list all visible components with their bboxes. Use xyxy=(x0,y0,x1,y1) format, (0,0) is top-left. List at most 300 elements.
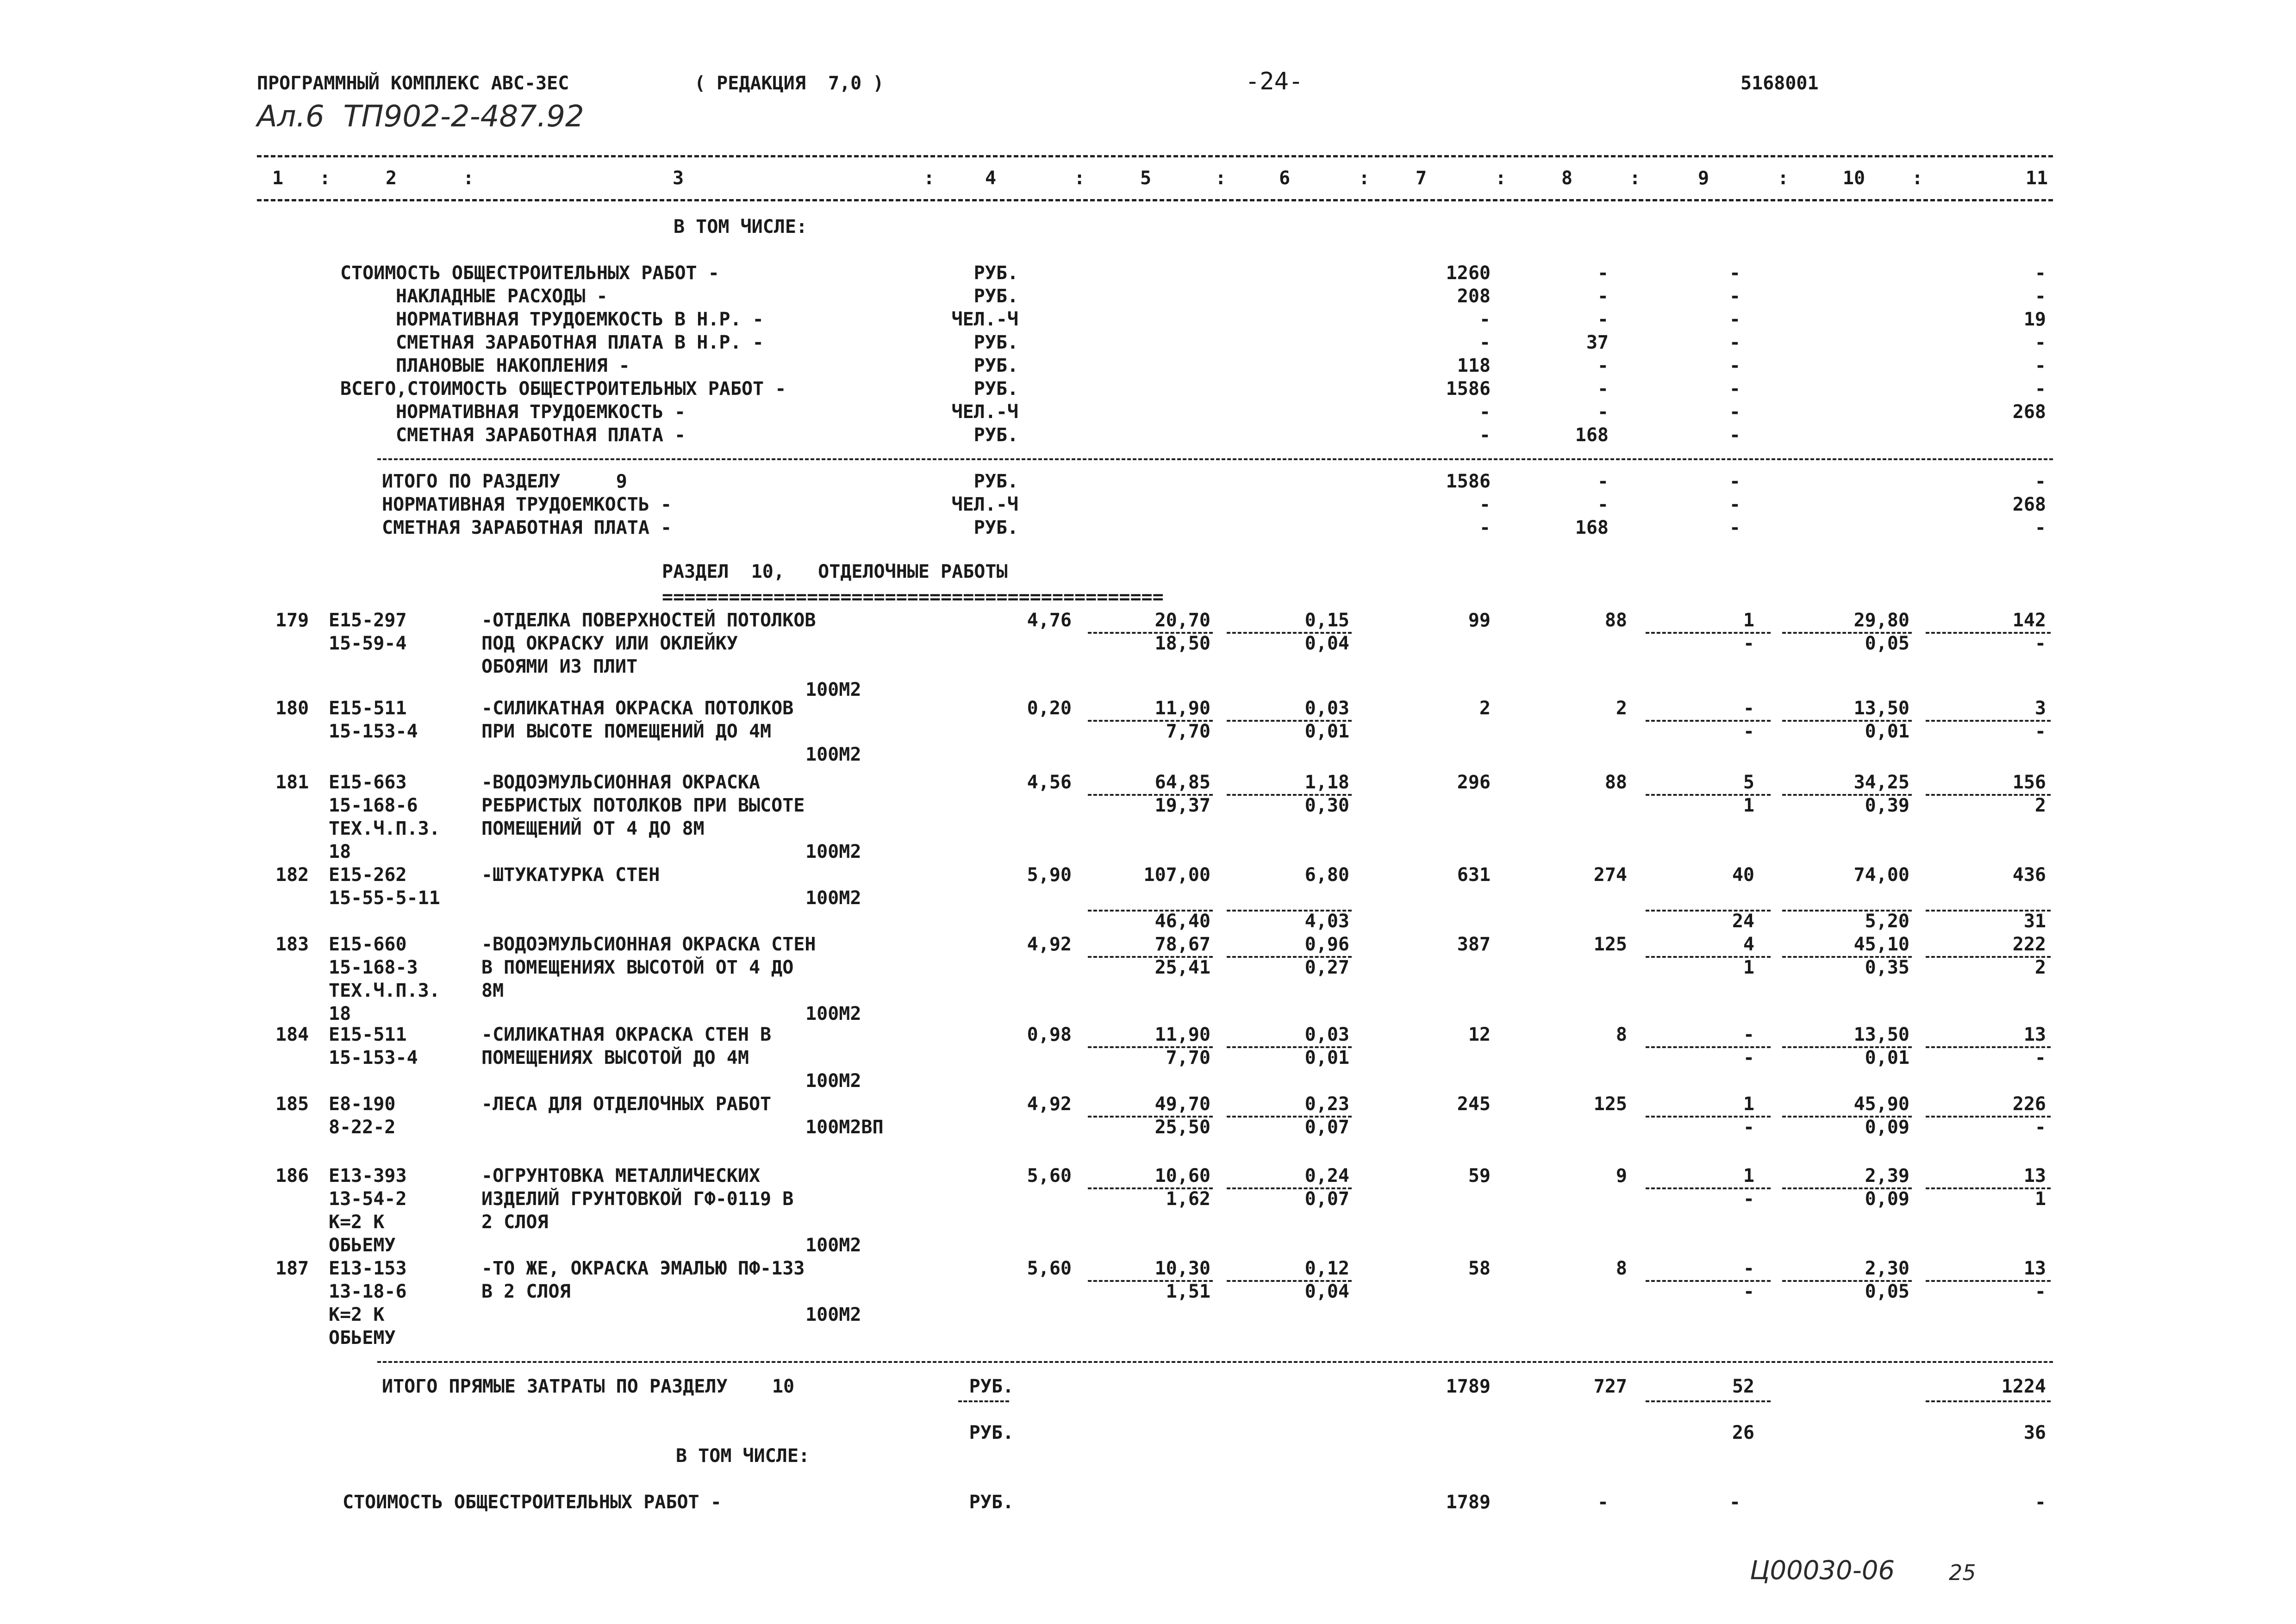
summary-col7: 208 xyxy=(1457,286,1491,307)
total-subrule xyxy=(1926,1400,2051,1402)
item-col9-sub: - xyxy=(1743,1188,1754,1210)
item-wages: 274 xyxy=(1593,864,1627,886)
column-separator: : xyxy=(1912,168,1923,189)
item-machine-cost: 0,96 xyxy=(1304,934,1349,955)
item-wage-unit-cost: 7,70 xyxy=(1166,721,1210,742)
item-quantity: 5,90 xyxy=(1027,864,1072,886)
item-code: 18 xyxy=(329,841,351,862)
item-number: 180 xyxy=(275,698,309,719)
item-col11: 142 xyxy=(2012,610,2046,631)
item-number: 183 xyxy=(275,934,309,955)
item-code: Е15-660 xyxy=(329,934,407,955)
summary-unit: РУБ. xyxy=(973,332,1018,353)
summary-label: СМЕТНАЯ ЗАРАБОТНАЯ ПЛАТА - xyxy=(396,425,686,446)
item-col9: - xyxy=(1743,698,1754,719)
item-code: 13-18-6 xyxy=(329,1281,407,1302)
item-total-cost: 12 xyxy=(1468,1024,1491,1045)
column-number: 7 xyxy=(1415,168,1427,189)
item-wage-machine: 0,27 xyxy=(1304,957,1349,978)
item-col10: 45,90 xyxy=(1853,1093,1909,1115)
item-wage-machine: 0,07 xyxy=(1304,1117,1349,1138)
section-10-total-col8: 727 xyxy=(1593,1376,1627,1397)
item-col11: 156 xyxy=(2012,772,2046,793)
item-col11: 13 xyxy=(2023,1165,2046,1187)
section-9-total-label: СМЕТНАЯ ЗАРАБОТНАЯ ПЛАТА - xyxy=(382,517,672,538)
total-subrule xyxy=(1646,1400,1771,1402)
item-col9-sub: - xyxy=(1743,1047,1754,1068)
item-wages: 9 xyxy=(1616,1165,1627,1187)
section-9-subtitle: В ТОМ ЧИСЛЕ: xyxy=(674,216,807,237)
item-machine-cost: 0,03 xyxy=(1304,1024,1349,1045)
item-code: Е8-190 xyxy=(329,1093,396,1115)
summary-unit: ЧЕЛ.-Ч xyxy=(951,309,1018,330)
item-subrule xyxy=(1926,1046,2051,1048)
section-10-incl-label: СТОИМОСТЬ ОБЩЕСТРОИТЕЛЬНЫХ РАБОТ - xyxy=(343,1492,722,1513)
summary-label: НОРМАТИВНАЯ ТРУДОЕМКОСТЬ В Н.Р. - xyxy=(396,309,764,330)
item-subrule xyxy=(1926,1280,2051,1282)
item-wage-machine: 0,30 xyxy=(1304,795,1349,816)
column-separator: : xyxy=(463,168,474,189)
item-col11: 13 xyxy=(2023,1258,2046,1279)
item-col9: 1 xyxy=(1743,610,1754,631)
item-description: -СИЛИКАТНАЯ ОКРАСКА СТЕН В xyxy=(481,1024,772,1045)
section-9-total-col11: - xyxy=(2034,471,2046,492)
item-quantity: 4,76 xyxy=(1027,610,1072,631)
summary-col11: - xyxy=(2034,262,2046,284)
section-10-total-unit: РУБ. xyxy=(969,1376,1014,1397)
section-9-total-label: НОРМАТИВНАЯ ТРУДОЕМКОСТЬ - xyxy=(382,494,672,515)
item-col10-sub: 0,09 xyxy=(1865,1117,1909,1138)
column-separator: : xyxy=(1359,168,1370,189)
section-9-total-unit: РУБ. xyxy=(973,471,1018,492)
item-code: 15-59-4 xyxy=(329,633,407,654)
item-total-cost: 387 xyxy=(1457,934,1491,955)
section-10-incl-col11: - xyxy=(2034,1492,2046,1513)
item-code: 15-168-3 xyxy=(329,957,418,978)
summary-unit: ЧЕЛ.-Ч xyxy=(951,401,1018,423)
item-machine-cost: 1,18 xyxy=(1304,772,1349,793)
item-unit: 100М2 xyxy=(805,1235,861,1256)
item-col10: 34,25 xyxy=(1853,772,1909,793)
item-code: Е15-511 xyxy=(329,698,407,719)
item-col11-sub: - xyxy=(2034,721,2046,742)
item-unit-cost: 11,90 xyxy=(1154,698,1210,719)
item-code: ТЕХ.Ч.П.3. xyxy=(329,980,440,1001)
column-number: 2 xyxy=(385,168,397,189)
section-9-total-col8: - xyxy=(1597,494,1609,515)
section-10-incl-col9: - xyxy=(1729,1492,1741,1513)
column-separator: : xyxy=(319,168,331,189)
section-9-total-unit: ЧЕЛ.-Ч xyxy=(951,494,1018,515)
item-code: Е13-393 xyxy=(329,1165,407,1187)
summary-col7: 118 xyxy=(1457,355,1491,376)
summary-unit: РУБ. xyxy=(973,262,1018,284)
item-code: 15-153-4 xyxy=(329,721,418,742)
item-total-cost: 296 xyxy=(1457,772,1491,793)
item-description: 2 СЛОЯ xyxy=(481,1212,549,1233)
item-wage-machine: 0,07 xyxy=(1304,1188,1349,1210)
section-9-total-unit: РУБ. xyxy=(973,517,1018,538)
item-quantity: 0,20 xyxy=(1027,698,1072,719)
item-description: ПРИ ВЫСОТЕ ПОМЕЩЕНИЙ ДО 4М xyxy=(481,721,772,742)
section-10-incl-unit: РУБ. xyxy=(969,1492,1014,1513)
column-separator: : xyxy=(1215,168,1227,189)
item-col11-sub: 31 xyxy=(2023,911,2046,932)
item-col10: 29,80 xyxy=(1853,610,1909,631)
item-col10: 2,39 xyxy=(1865,1165,1909,1187)
summary-col9: - xyxy=(1729,401,1741,423)
summary-col7: - xyxy=(1479,425,1491,446)
item-description: ПОД ОКРАСКУ ИЛИ ОКЛЕЙКУ xyxy=(481,633,738,654)
summary-label: НОРМАТИВНАЯ ТРУДОЕМКОСТЬ - xyxy=(396,401,686,423)
column-separator: : xyxy=(1778,168,1789,189)
footer-stamp: Ц00030-06 xyxy=(1750,1555,1895,1586)
header-rule-top xyxy=(257,155,2053,157)
item-description: РЕБРИСТЫХ ПОТОЛКОВ ПРИ ВЫСОТЕ xyxy=(481,795,805,816)
item-col9-sub: - xyxy=(1743,633,1754,654)
item-col11: 13 xyxy=(2023,1024,2046,1045)
item-col10-sub: 0,05 xyxy=(1865,633,1909,654)
summary-col11: - xyxy=(2034,286,2046,307)
item-code: Е15-262 xyxy=(329,864,407,886)
column-number: 1 xyxy=(272,168,284,189)
summary-col11: - xyxy=(2034,332,2046,353)
summary-col9: - xyxy=(1729,425,1741,446)
section-9-total-label: ИТОГО ПО РАЗДЕЛУ 9 xyxy=(382,471,627,492)
item-code: ОБЬЕМУ xyxy=(329,1327,396,1349)
item-total-cost: 631 xyxy=(1457,864,1491,886)
item-col11-sub: - xyxy=(2034,1117,2046,1138)
section-9-total-col7: - xyxy=(1479,494,1491,515)
summary-unit: РУБ. xyxy=(973,355,1018,376)
item-col10: 74,00 xyxy=(1853,864,1909,886)
summary-unit: РУБ. xyxy=(973,286,1018,307)
section-10-incl-col7: 1789 xyxy=(1446,1492,1491,1513)
summary-col8: - xyxy=(1597,286,1609,307)
item-col9: 1 xyxy=(1743,1093,1754,1115)
section-10-total-col9-sub: 26 xyxy=(1732,1422,1754,1443)
item-machine-cost: 0,12 xyxy=(1304,1258,1349,1279)
summary-col8: - xyxy=(1597,401,1609,423)
item-subrule xyxy=(1926,632,2051,634)
item-machine-cost: 0,24 xyxy=(1304,1165,1349,1187)
item-code: К=2 К xyxy=(329,1212,385,1233)
summary-col11: 268 xyxy=(2012,401,2046,423)
item-unit-cost: 20,70 xyxy=(1154,610,1210,631)
summary-col8: - xyxy=(1597,378,1609,400)
item-code: Е15-511 xyxy=(329,1024,407,1045)
section-9-total-col8: - xyxy=(1597,471,1609,492)
summary-col8: - xyxy=(1597,262,1609,284)
item-col9-sub: 1 xyxy=(1743,795,1754,816)
page-number: -24- xyxy=(1245,68,1304,95)
summary-col8: 37 xyxy=(1586,332,1609,353)
summary-col9: - xyxy=(1729,332,1741,353)
item-wage-unit-cost: 18,50 xyxy=(1154,633,1210,654)
item-unit-cost: 10,60 xyxy=(1154,1165,1210,1187)
item-number: 185 xyxy=(275,1093,309,1115)
item-subrule xyxy=(1926,1187,2051,1189)
section-10-underline: ============================================= xyxy=(662,587,1164,608)
item-col10-sub: 0,39 xyxy=(1865,795,1909,816)
item-description: -ОГРУНТОВКА МЕТАЛЛИЧЕСКИХ xyxy=(481,1165,761,1187)
item-code: 18 xyxy=(329,1003,351,1024)
item-code: 13-54-2 xyxy=(329,1188,407,1210)
item-machine-cost: 0,15 xyxy=(1304,610,1349,631)
item-col11-sub: - xyxy=(2034,1047,2046,1068)
item-wage-unit-cost: 7,70 xyxy=(1166,1047,1210,1068)
section-10-incl-col8: - xyxy=(1597,1492,1609,1513)
column-number: 3 xyxy=(672,168,684,189)
item-unit: 100М2ВП xyxy=(805,1117,884,1138)
header-rule-bottom xyxy=(257,199,2053,201)
handwritten-reference: Ал.6 ТП902-2-487.92 xyxy=(257,100,584,134)
section-10-total-unit-2: РУБ. xyxy=(969,1422,1014,1443)
column-number: 8 xyxy=(1561,168,1573,189)
item-unit-cost: 10,30 xyxy=(1154,1258,1210,1279)
item-subrule xyxy=(1926,1116,2051,1118)
section-10-total-rule xyxy=(377,1361,2053,1363)
item-col11-sub: 2 xyxy=(2034,957,2046,978)
column-number: 9 xyxy=(1697,168,1710,189)
item-wage-unit-cost: 25,50 xyxy=(1154,1117,1210,1138)
item-col10: 2,30 xyxy=(1865,1258,1909,1279)
column-separator: : xyxy=(1629,168,1641,189)
item-total-cost: 58 xyxy=(1468,1258,1491,1279)
item-unit: 100М2 xyxy=(805,841,861,862)
summary-label: ПЛАНОВЫЕ НАКОПЛЕНИЯ - xyxy=(396,355,630,376)
item-code: ОБЬЕМУ xyxy=(329,1235,396,1256)
item-quantity: 4,92 xyxy=(1027,934,1072,955)
column-number: 4 xyxy=(985,168,997,189)
item-description: -СИЛИКАТНАЯ ОКРАСКА ПОТОЛКОВ xyxy=(481,698,794,719)
item-number: 184 xyxy=(275,1024,309,1045)
item-description: -ОТДЕЛКА ПОВЕРХНОСТЕЙ ПОТОЛКОВ xyxy=(481,610,816,631)
item-wages: 8 xyxy=(1616,1258,1627,1279)
item-total-cost: 245 xyxy=(1457,1093,1491,1115)
item-subrule xyxy=(1926,956,2051,958)
summary-col8: 168 xyxy=(1575,425,1609,446)
program-title: ПРОГРАММНЫЙ КОМПЛЕКС АВС-3ЕС xyxy=(257,73,569,94)
item-unit: 100М2 xyxy=(805,679,861,700)
section-9-total-col11: - xyxy=(2034,517,2046,538)
summary-col9: - xyxy=(1729,309,1741,330)
item-col10-sub: 0,01 xyxy=(1865,721,1909,742)
item-col10-sub: 0,05 xyxy=(1865,1281,1909,1302)
item-col10-sub: 5,20 xyxy=(1865,911,1909,932)
item-code: 8-22-2 xyxy=(329,1117,396,1138)
item-col10: 45,10 xyxy=(1853,934,1909,955)
item-description: -ШТУКАТУРКА СТЕН xyxy=(481,864,660,886)
summary-col7: - xyxy=(1479,332,1491,353)
item-wages: 2 xyxy=(1616,698,1627,719)
item-wage-machine: 0,04 xyxy=(1304,1281,1349,1302)
item-wage-unit-cost: 25,41 xyxy=(1154,957,1210,978)
summary-col7: - xyxy=(1479,309,1491,330)
section-9-total-col7: 1586 xyxy=(1446,471,1491,492)
section-10-total-col9: 52 xyxy=(1732,1376,1754,1397)
item-description: -ВОДОЭМУЛЬСИОННАЯ ОКРАСКА СТЕН xyxy=(481,934,816,955)
item-col10: 13,50 xyxy=(1853,1024,1909,1045)
item-col11: 222 xyxy=(2012,934,2046,955)
item-quantity: 5,60 xyxy=(1027,1165,1072,1187)
item-col9-sub: 1 xyxy=(1743,957,1754,978)
item-wage-machine: 0,01 xyxy=(1304,721,1349,742)
item-col9-sub: - xyxy=(1743,721,1754,742)
column-separator: : xyxy=(1495,168,1507,189)
item-code: ТЕХ.Ч.П.3. xyxy=(329,818,440,839)
item-description: -ЛЕСА ДЛЯ ОТДЕЛОЧНЫХ РАБОТ xyxy=(481,1093,772,1115)
item-number: 179 xyxy=(275,610,309,631)
section-9-total-col9: - xyxy=(1729,471,1741,492)
summary-label: СМЕТНАЯ ЗАРАБОТНАЯ ПЛАТА В Н.Р. - xyxy=(396,332,764,353)
item-wages: 88 xyxy=(1604,610,1627,631)
summary-col8: - xyxy=(1597,355,1609,376)
summary-col9: - xyxy=(1729,355,1741,376)
item-wage-machine: 0,04 xyxy=(1304,633,1349,654)
summary-label: НАКЛАДНЫЕ РАСХОДЫ - xyxy=(396,286,608,307)
item-wage-unit-cost: 19,37 xyxy=(1154,795,1210,816)
summary-col9: - xyxy=(1729,286,1741,307)
item-col11-sub: 1 xyxy=(2034,1188,2046,1210)
item-unit-cost: 64,85 xyxy=(1154,772,1210,793)
item-number: 187 xyxy=(275,1258,309,1279)
item-code: Е13-153 xyxy=(329,1258,407,1279)
item-subrule xyxy=(1926,720,2051,722)
item-description: В 2 СЛОЯ xyxy=(481,1281,571,1302)
section-10-total-col11: 1224 xyxy=(2001,1376,2046,1397)
summary-col9: - xyxy=(1729,378,1741,400)
item-col9-sub: 24 xyxy=(1732,911,1754,932)
item-description: ОБОЯМИ ИЗ ПЛИТ xyxy=(481,656,638,677)
item-unit-cost: 78,67 xyxy=(1154,934,1210,955)
footer-sheet-number: 25 xyxy=(1949,1560,1976,1585)
item-col9: 40 xyxy=(1732,864,1754,886)
item-col10-sub: 0,09 xyxy=(1865,1188,1909,1210)
item-total-cost: 59 xyxy=(1468,1165,1491,1187)
item-subrule xyxy=(1926,794,2051,796)
column-number: 10 xyxy=(1842,168,1866,189)
summary-unit: РУБ. xyxy=(973,378,1018,400)
summary-col7: 1260 xyxy=(1446,262,1491,284)
item-description: 8М xyxy=(481,980,504,1001)
item-number: 181 xyxy=(275,772,309,793)
item-col10: 13,50 xyxy=(1853,698,1909,719)
item-unit: 100М2 xyxy=(805,1304,861,1325)
item-col9: 5 xyxy=(1743,772,1754,793)
item-wage-unit-cost: 1,62 xyxy=(1166,1188,1210,1210)
column-number: 11 xyxy=(2025,168,2048,189)
edition-label: ( РЕДАКЦИЯ 7,0 ) xyxy=(694,73,884,94)
item-total-cost: 2 xyxy=(1479,698,1491,719)
item-col9: - xyxy=(1743,1258,1754,1279)
item-machine-cost: 6,80 xyxy=(1304,864,1349,886)
column-separator: : xyxy=(923,168,935,189)
item-code: К=2 К xyxy=(329,1304,385,1325)
summary-col7: 1586 xyxy=(1446,378,1491,400)
item-col9-sub: - xyxy=(1743,1281,1754,1302)
item-description: -ВОДОЭМУЛЬСИОННАЯ ОКРАСКА xyxy=(481,772,761,793)
item-col10-sub: 0,35 xyxy=(1865,957,1909,978)
item-machine-cost: 0,23 xyxy=(1304,1093,1349,1115)
item-description: ПОМЕЩЕНИЯХ ВЫСОТОЙ ДО 4М xyxy=(481,1047,749,1068)
section-10-total-col7: 1789 xyxy=(1446,1376,1491,1397)
item-quantity: 4,92 xyxy=(1027,1093,1072,1115)
section-9-total-col7: - xyxy=(1479,517,1491,538)
summary-col7: - xyxy=(1479,401,1491,423)
section-9-total-col11: 268 xyxy=(2012,494,2046,515)
summary-unit: РУБ. xyxy=(973,425,1018,446)
summary-col11: - xyxy=(2034,355,2046,376)
section-10-subtitle: В ТОМ ЧИСЛЕ: xyxy=(676,1445,810,1467)
item-code: Е15-297 xyxy=(329,610,407,631)
item-col9: 1 xyxy=(1743,1165,1754,1187)
section-10-title: РАЗДЕЛ 10, ОТДЕЛОЧНЫЕ РАБОТЫ xyxy=(662,561,1008,582)
item-description: ПОМЕЩЕНИЙ ОТ 4 ДО 8М xyxy=(481,818,705,839)
item-description: В ПОМЕЩЕНИЯХ ВЫСОТОЙ ОТ 4 ДО xyxy=(481,957,794,978)
item-description: -ТО ЖЕ, ОКРАСКА ЭМАЛЬЮ ПФ-133 xyxy=(481,1258,805,1279)
summary-col11: 19 xyxy=(2023,309,2046,330)
item-quantity: 4,56 xyxy=(1027,772,1072,793)
item-unit: 100М2 xyxy=(805,1070,861,1092)
item-unit: 100М2 xyxy=(805,1003,861,1024)
item-unit: 100М2 xyxy=(805,744,861,765)
document-code: 5168001 xyxy=(1741,73,1819,94)
column-number: 6 xyxy=(1279,168,1291,189)
item-unit-cost: 107,00 xyxy=(1143,864,1210,886)
item-wages: 125 xyxy=(1593,1093,1627,1115)
section-9-total-rule xyxy=(377,458,2053,460)
item-col11: 436 xyxy=(2012,864,2046,886)
section-10-total-label: ИТОГО ПРЯМЫЕ ЗАТРАТЫ ПО РАЗДЕЛУ 10 xyxy=(382,1376,795,1397)
section-10-total-col11-sub: 36 xyxy=(2023,1422,2046,1443)
item-total-cost: 99 xyxy=(1468,610,1491,631)
item-wage-unit-cost: 1,51 xyxy=(1166,1281,1210,1302)
item-col11: 226 xyxy=(2012,1093,2046,1115)
summary-label: ВСЕГО,СТОИМОСТЬ ОБЩЕСТРОИТЕЛЬНЫХ РАБОТ - xyxy=(340,378,786,400)
item-wages: 8 xyxy=(1616,1024,1627,1045)
item-wage-machine: 4,03 xyxy=(1304,911,1349,932)
column-separator: : xyxy=(1074,168,1086,189)
total-subrule xyxy=(958,1400,1009,1402)
item-code: 15-55-5-11 xyxy=(329,887,440,909)
item-wages: 88 xyxy=(1604,772,1627,793)
item-machine-cost: 0,03 xyxy=(1304,698,1349,719)
item-wages: 125 xyxy=(1593,934,1627,955)
summary-col9: - xyxy=(1729,262,1741,284)
item-wage-unit-cost: 46,40 xyxy=(1154,911,1210,932)
item-col9: 4 xyxy=(1743,934,1754,955)
item-wage-machine: 0,01 xyxy=(1304,1047,1349,1068)
column-number: 5 xyxy=(1140,168,1152,189)
item-col11-sub: - xyxy=(2034,1281,2046,1302)
summary-col8: - xyxy=(1597,309,1609,330)
item-code: 15-168-6 xyxy=(329,795,418,816)
section-9-total-col9: - xyxy=(1729,494,1741,515)
summary-label: СТОИМОСТЬ ОБЩЕСТРОИТЕЛЬНЫХ РАБОТ - xyxy=(340,262,719,284)
item-code: Е15-663 xyxy=(329,772,407,793)
item-number: 186 xyxy=(275,1165,309,1187)
item-unit: 100М2 xyxy=(805,887,861,909)
item-col10-sub: 0,01 xyxy=(1865,1047,1909,1068)
item-quantity: 0,98 xyxy=(1027,1024,1072,1045)
item-code: 15-153-4 xyxy=(329,1047,418,1068)
summary-col11: - xyxy=(2034,378,2046,400)
section-9-total-col8: 168 xyxy=(1575,517,1609,538)
item-col11-sub: 2 xyxy=(2034,795,2046,816)
item-col9-sub: - xyxy=(1743,1117,1754,1138)
item-unit-cost: 49,70 xyxy=(1154,1093,1210,1115)
